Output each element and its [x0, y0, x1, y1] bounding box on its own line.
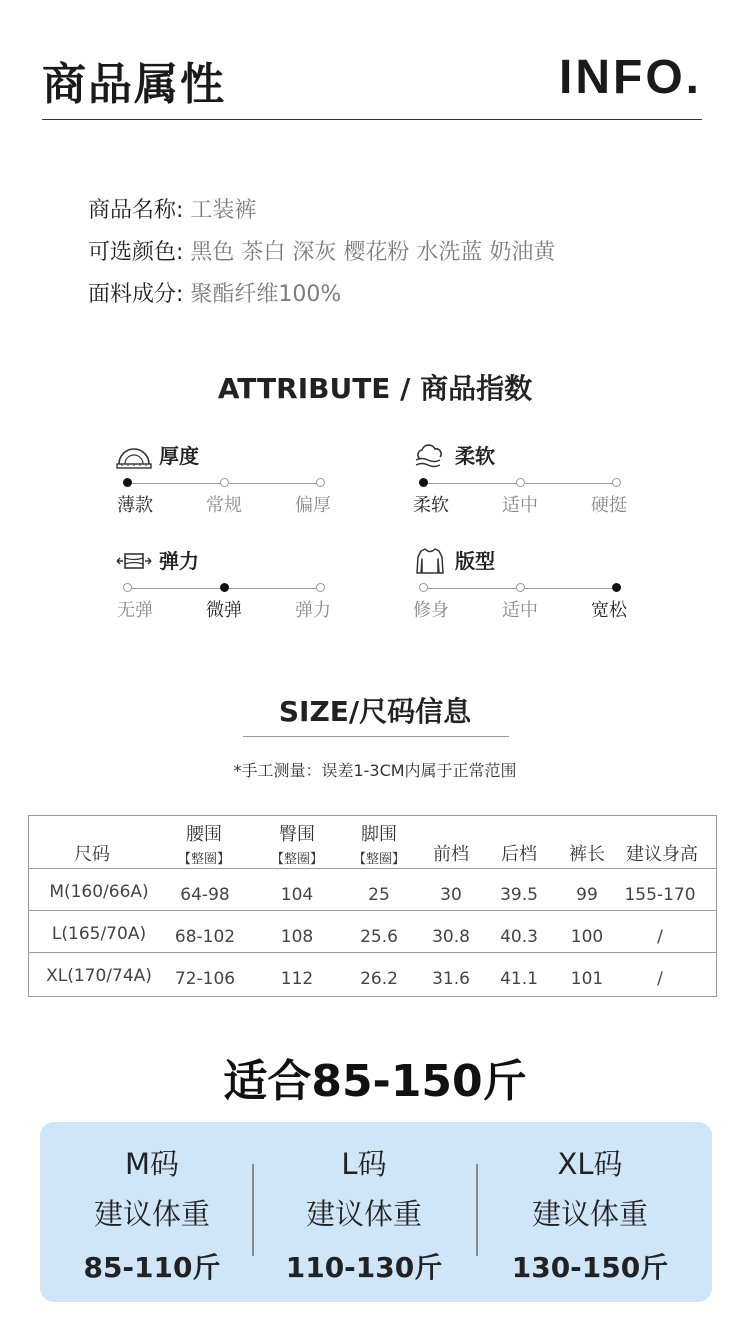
weight-label: 建议体重 [531, 1197, 648, 1231]
size-label: L码 [341, 1147, 387, 1181]
weight-label: 建议体重 [93, 1197, 210, 1231]
table-cell: 26.2 [360, 969, 398, 989]
table-cell: 155-170 [624, 885, 696, 905]
scale-option: 适中 [502, 600, 538, 621]
scale-option: 薄款 [117, 495, 153, 516]
scale-dot-selected [123, 478, 132, 487]
table-cell: 108 [280, 927, 314, 947]
scale-dot-selected [220, 583, 229, 592]
scale-option: 常规 [206, 495, 242, 516]
weight-range: 130-150斤 [511, 1251, 669, 1284]
size-table [28, 815, 717, 997]
attribute-fit [412, 547, 627, 627]
table-cell: 31.6 [432, 969, 470, 989]
table-cell: 40.3 [500, 927, 538, 947]
scale-option: 宽松 [591, 600, 627, 621]
scale-option: 修身 [413, 600, 449, 621]
attribute-name: 版型 [455, 549, 495, 573]
attribute-softness [412, 442, 627, 522]
table-cell: 25 [368, 885, 390, 905]
size-label: XL码 [557, 1147, 623, 1181]
table-header-cell: 脚围 【整圈】 [352, 824, 405, 867]
weight-range: 85-110斤 [83, 1251, 221, 1284]
measurement-note: *手工测量：误差1-3CM内属于正常范围 [233, 761, 517, 780]
table-cell: 101 [570, 969, 604, 989]
weight-label: 建议体重 [305, 1197, 422, 1231]
table-cell: / [657, 969, 663, 989]
scale-dot [316, 583, 325, 592]
table-header-cell: 后档 [501, 844, 537, 865]
property-key: 商品名称: [88, 198, 184, 223]
table-header-cell: 尺码 [74, 844, 110, 865]
scale-option: 硬挺 [591, 495, 627, 516]
table-cell: M(160/66A) [49, 882, 149, 902]
property-value: 黑色 茶白 深灰 樱花粉 水洗蓝 奶油黄 [190, 240, 556, 265]
property-list [88, 195, 555, 321]
table-header-cell: 臀围 【整圈】 [270, 824, 323, 867]
property-row-fabric [88, 279, 555, 321]
attribute-name: 厚度 [159, 444, 199, 468]
attribute-thickness [116, 442, 331, 522]
scale-dot [612, 478, 621, 487]
attribute-section-title: ATTRIBUTE / 商品指数 [217, 372, 533, 405]
page-title: 商品属性 [42, 59, 226, 110]
scale-dot [516, 583, 525, 592]
scale-option: 弹力 [295, 600, 331, 621]
scale-dot [419, 583, 428, 592]
stretch-icon [116, 547, 152, 575]
weight-range: 110-130斤 [285, 1251, 443, 1284]
scale-option: 微弹 [206, 600, 242, 621]
weight-panel [40, 1122, 712, 1302]
weight-column-m [40, 1122, 264, 1302]
table-header-cell: 腰围 【整圈】 [177, 824, 230, 867]
weight-range-title: 适合85-150斤 [223, 1056, 527, 1107]
scale-option: 适中 [502, 495, 538, 516]
scale-dot-selected [612, 583, 621, 592]
scale-option: 无弹 [117, 600, 153, 621]
property-key: 面料成分: [88, 282, 184, 307]
cloud-icon [412, 442, 448, 470]
scale-dot [516, 478, 525, 487]
property-key: 可选颜色: [88, 240, 184, 265]
property-value: 聚酯纤维100% [190, 282, 342, 307]
attribute-elasticity [116, 547, 331, 627]
table-header-cell: 前档 [433, 844, 469, 865]
table-cell: 68-102 [174, 927, 236, 947]
table-cell: 104 [280, 885, 314, 905]
weight-column-xl [478, 1122, 702, 1302]
table-cell: 100 [570, 927, 604, 947]
property-row-name [88, 195, 555, 237]
ruler-arch-icon [116, 442, 152, 470]
table-cell: XL(170/74A) [46, 966, 152, 986]
table-cell: 41.1 [500, 969, 538, 989]
scale-dot [316, 478, 325, 487]
attribute-name: 柔软 [455, 444, 495, 468]
table-cell: 72-106 [174, 969, 236, 989]
table-cell: 30 [440, 885, 462, 905]
attribute-name: 弹力 [159, 549, 199, 573]
table-row-divider [29, 868, 716, 869]
weight-column-l [252, 1122, 476, 1302]
table-cell: / [657, 927, 663, 947]
table-cell: 112 [280, 969, 314, 989]
property-row-colors [88, 237, 555, 279]
divider [243, 736, 509, 737]
table-cell: 99 [576, 885, 598, 905]
scale-dot [220, 478, 229, 487]
table-cell: 64-98 [180, 885, 230, 905]
size-section-title: SIZE/尺码信息 [278, 695, 472, 728]
property-value: 工装裤 [190, 198, 257, 223]
scale-dot [123, 583, 132, 592]
scale-option: 柔软 [413, 495, 449, 516]
table-header-cell: 裤长 [569, 844, 605, 865]
table-cell: 39.5 [500, 885, 538, 905]
scale-dot-selected [419, 478, 428, 487]
info-label: INFO. [559, 51, 702, 104]
table-header-cell: 建议身高 [626, 844, 698, 865]
header [42, 38, 702, 120]
table-cell: 30.8 [432, 927, 470, 947]
scale-option: 偏厚 [295, 495, 331, 516]
shirt-icon [412, 547, 448, 575]
table-cell: 25.6 [360, 927, 398, 947]
size-label: M码 [124, 1147, 180, 1181]
table-cell: L(165/70A) [51, 924, 147, 944]
